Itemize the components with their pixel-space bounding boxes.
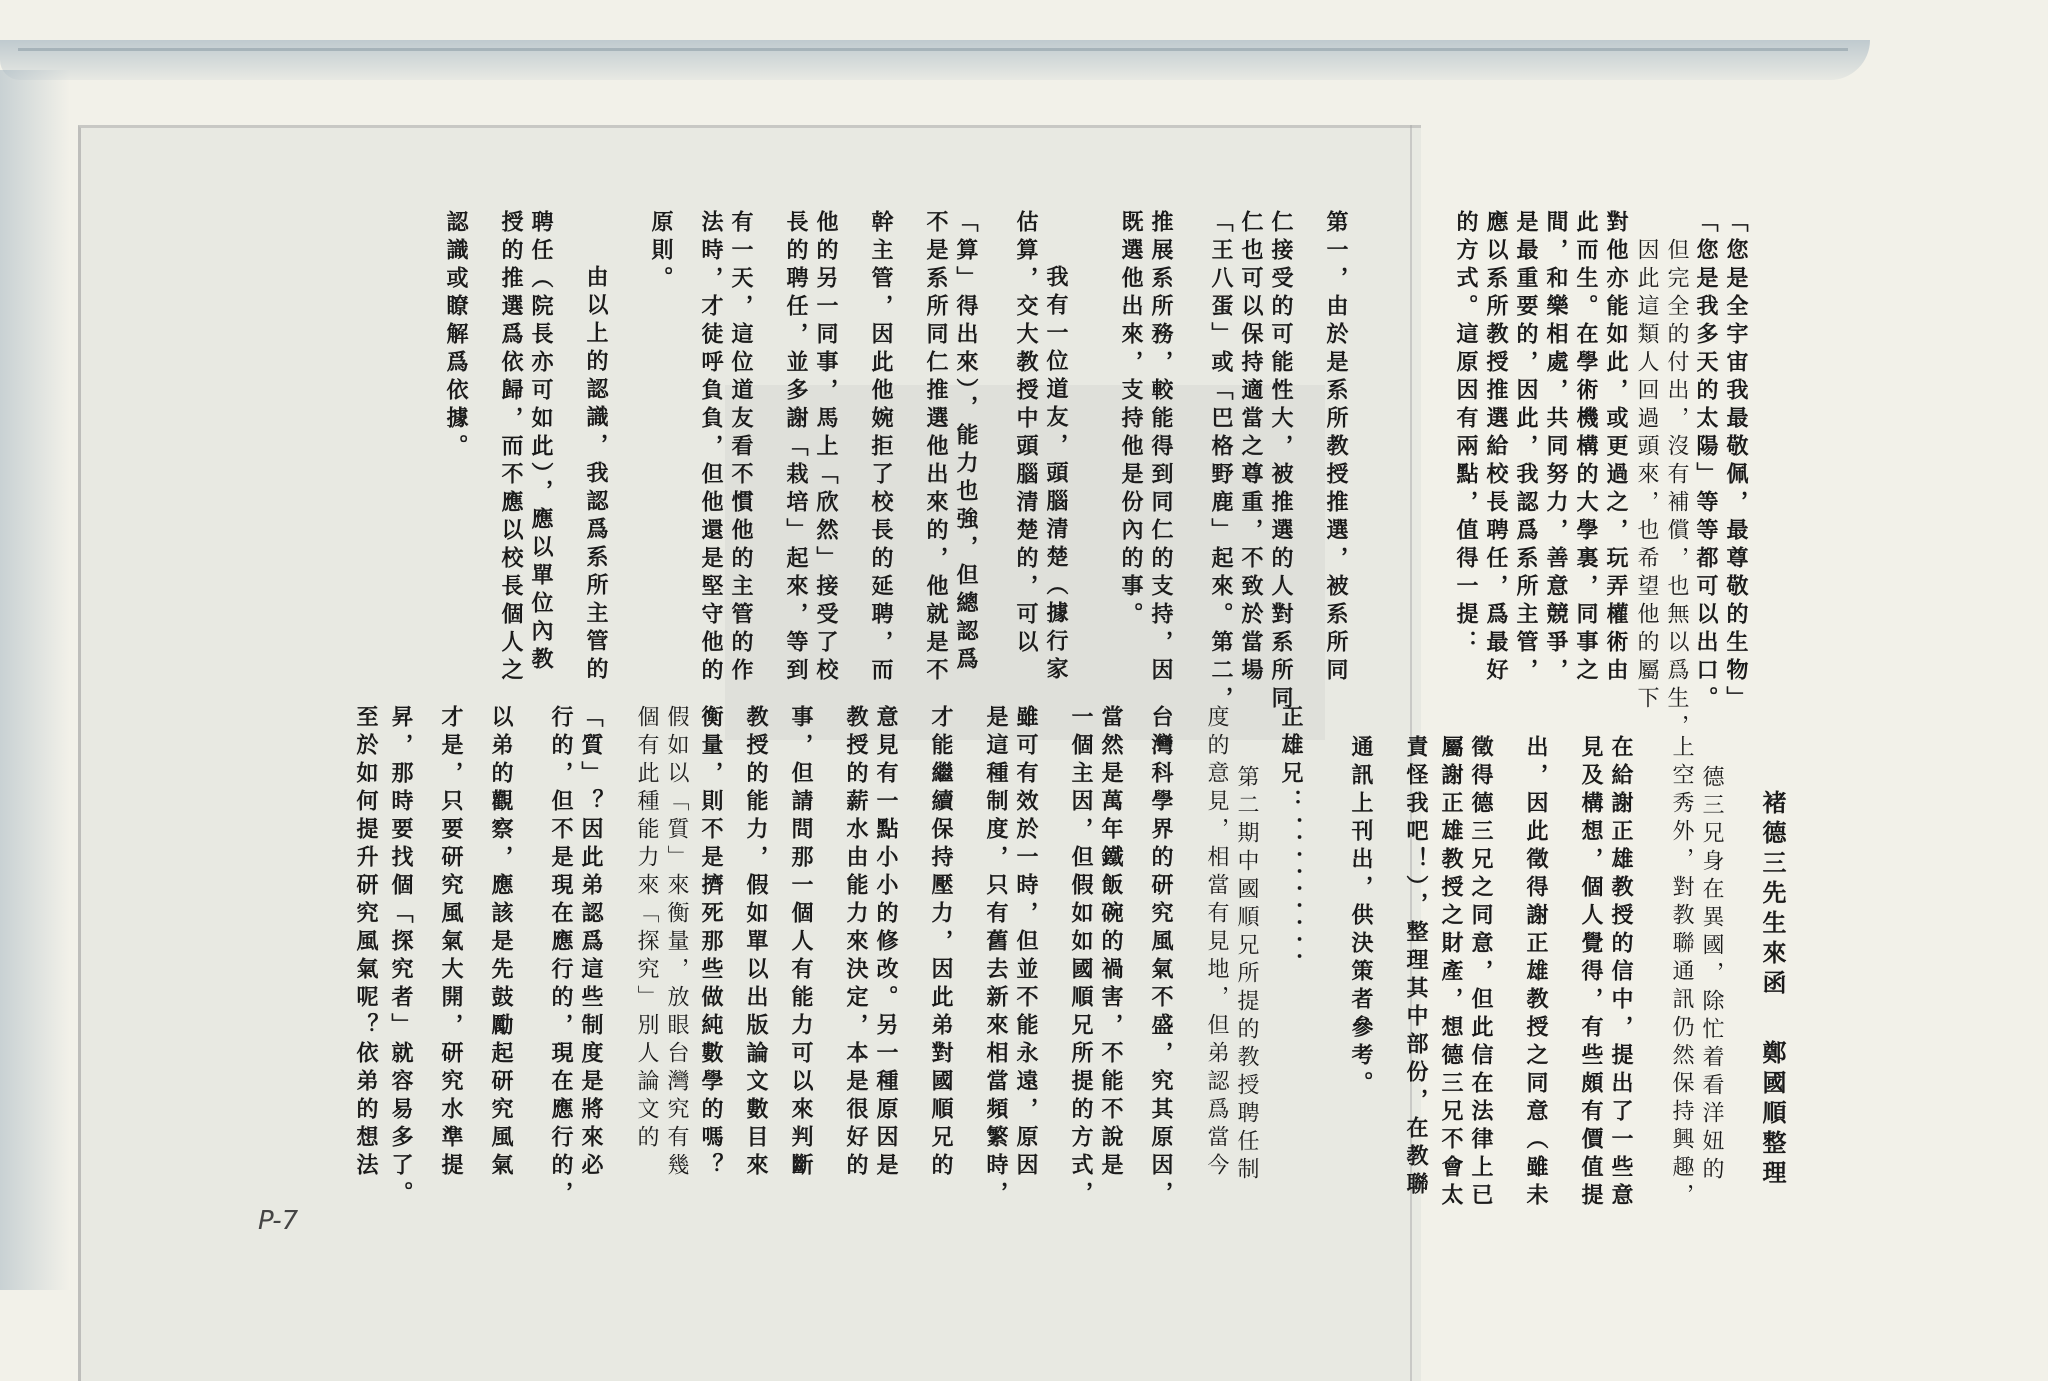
text-column: 通訊上刊出，供決策者參考。	[1348, 735, 1374, 1099]
text-column: 是最重要的，因此，我認爲系所主管，	[1513, 210, 1539, 686]
text-column: 長的聘任，並多謝「栽培」起來，等到	[783, 210, 809, 686]
text-column: 才是，只要研究風氣大開，研究水準提	[438, 705, 464, 1181]
text-column: 「質」？因此弟認爲這些制度是將來必	[578, 705, 604, 1181]
text-column: 仁接受的可能性大，被推選的人對系所同	[1268, 210, 1294, 714]
text-column: 個有此種能力來「探究」別人論文的	[634, 705, 659, 1153]
article-title: 褚德三先生來函	[1758, 790, 1787, 1000]
text-column: 意見有一點小小的修改。另一種原因是	[873, 705, 899, 1181]
text-column: 以弟的觀察，應該是先鼓勵起研究風氣	[488, 705, 514, 1181]
text-column: 見及構想，個人覺得，有些頗有價值提	[1578, 735, 1604, 1211]
text-column: 度的意見，相當有見地，但弟認爲當今	[1204, 705, 1229, 1181]
text-column: 一個主因，但假如如國順兄所提的方式，	[1068, 705, 1094, 1209]
text-column: 教授的薪水由能力來決定，本是很好的	[843, 705, 869, 1181]
text-column: 的方式。這原因有兩點，值得一提：	[1453, 210, 1479, 658]
text-column: 台灣科學界的研究風氣不盛，究其原因，	[1148, 705, 1174, 1209]
text-column: 當然是萬年鐵飯碗的禍害，不能不說是	[1098, 705, 1124, 1181]
text-column: 認識或瞭解爲依據。	[443, 210, 469, 462]
text-column: 「王八蛋」或「巴格野鹿」起來。第二，	[1208, 210, 1234, 714]
text-column: 責怪我吧！），整理其中部份，在教聯	[1403, 735, 1429, 1200]
text-column: 教授的能力，假如單以出版論文數目來	[743, 705, 769, 1181]
page-number: P-7	[258, 1206, 299, 1236]
text-column: 「您是我多天的太陽」等等都可以出口。	[1693, 210, 1719, 714]
text-column: 上空秀外，對教聯通訊仍然保持興趣，	[1669, 735, 1694, 1211]
text-column: 才能繼續保持壓力，因此弟對國順兄的	[928, 705, 954, 1181]
text-column: 至於如何提升研究風氣呢？依弟的想法	[353, 705, 379, 1181]
text-column: 第一，由於是系所教授推選，被系所同	[1323, 210, 1349, 686]
water-stain-left	[0, 70, 70, 1290]
text-column: 衡量，則不是擠死那些做純數學的嗎？	[698, 705, 724, 1181]
text-column: 昇，那時要找個「探究者」就容易多了。	[388, 705, 414, 1209]
article-editor: 鄭國順整理	[1758, 1040, 1787, 1190]
text-column: 是這種制度，只有舊去新來相當頻繁時，	[983, 705, 1009, 1209]
text-column: 法時，才徒呼負負，但他還是堅守他的	[698, 210, 724, 686]
text-column: 幹主管，因此他婉拒了校長的延聘，而	[868, 210, 894, 686]
text-column: 雖可有效於一時，但並不能永遠，原因	[1013, 705, 1039, 1181]
text-column: 但完全的付出，沒有補償，也無以爲生，	[1664, 238, 1689, 742]
text-column: 在給謝正雄教授的信中，提出了一些意	[1608, 735, 1634, 1211]
text-column: 出，因此徵得謝正雄教授之同意（雖未	[1523, 735, 1549, 1211]
text-column: 事，但請問那一個人有能力可以來判斷	[788, 705, 814, 1181]
text-column: 我有一位道友，頭腦清楚（據行家	[1043, 265, 1069, 685]
text-column: 應以系所教授推選給校長聘任，爲最好	[1483, 210, 1509, 686]
text-column: 由以上的認識，我認爲系所主管的	[583, 265, 609, 685]
text-column: 因此這類人回過頭來，也希望他的屬下	[1634, 238, 1659, 714]
text-column: 「算」得出來），能力也強，但總認爲	[953, 210, 979, 675]
text-column: 對他亦能如此，或更過之，玩弄權術由	[1603, 210, 1629, 686]
text-column: 第二期中國順兄所提的教授聘任制	[1234, 765, 1259, 1185]
text-column: 間，和樂相處，共同努力，善意競爭，	[1543, 210, 1569, 686]
text-column: 此而生。在學術機構的大學裏，同事之	[1573, 210, 1599, 686]
letter-salutation: 正雄兄：．．．．．．．．．	[1278, 705, 1304, 981]
text-column: 徵得德三兄之同意，但此信在法律上已	[1468, 735, 1494, 1211]
text-column: 既選他出來，支持他是份內的事。	[1118, 210, 1144, 630]
text-column: 屬謝正雄教授之財產，想德三兄不會太	[1438, 735, 1464, 1211]
text-column: 行的，但不是現在應行的，現在應行的，	[548, 705, 574, 1209]
text-column: 原則。	[648, 210, 674, 294]
text-column: 聘任（院長亦可如此），應以單位內教	[528, 210, 554, 675]
text-column: 德三兄身在異國，除忙着看洋妞的	[1699, 765, 1724, 1185]
text-column: 有一天，這位道友看不慣他的主管的作	[728, 210, 754, 686]
water-stain-top	[0, 40, 1870, 80]
text-column: 不是系所同仁推選他出來的，他就是不	[923, 210, 949, 686]
text-column: 授的推選爲依歸，而不應以校長個人之	[498, 210, 524, 686]
text-column: 仁也可以保持適當之尊重，不致於當場	[1238, 210, 1264, 686]
text-column: 「您是全宇宙我最敬佩，最尊敬的生物」	[1723, 210, 1749, 714]
text-column: 他的另一同事，馬上「欣然」接受了校	[813, 210, 839, 686]
text-column: 推展系所務，較能得到同仁的支持，因	[1148, 210, 1174, 686]
text-column: 假如以「質」來衡量，放眼台灣究有幾	[664, 705, 689, 1181]
text-column: 估算，交大教授中頭腦清楚的，可以	[1013, 210, 1039, 658]
